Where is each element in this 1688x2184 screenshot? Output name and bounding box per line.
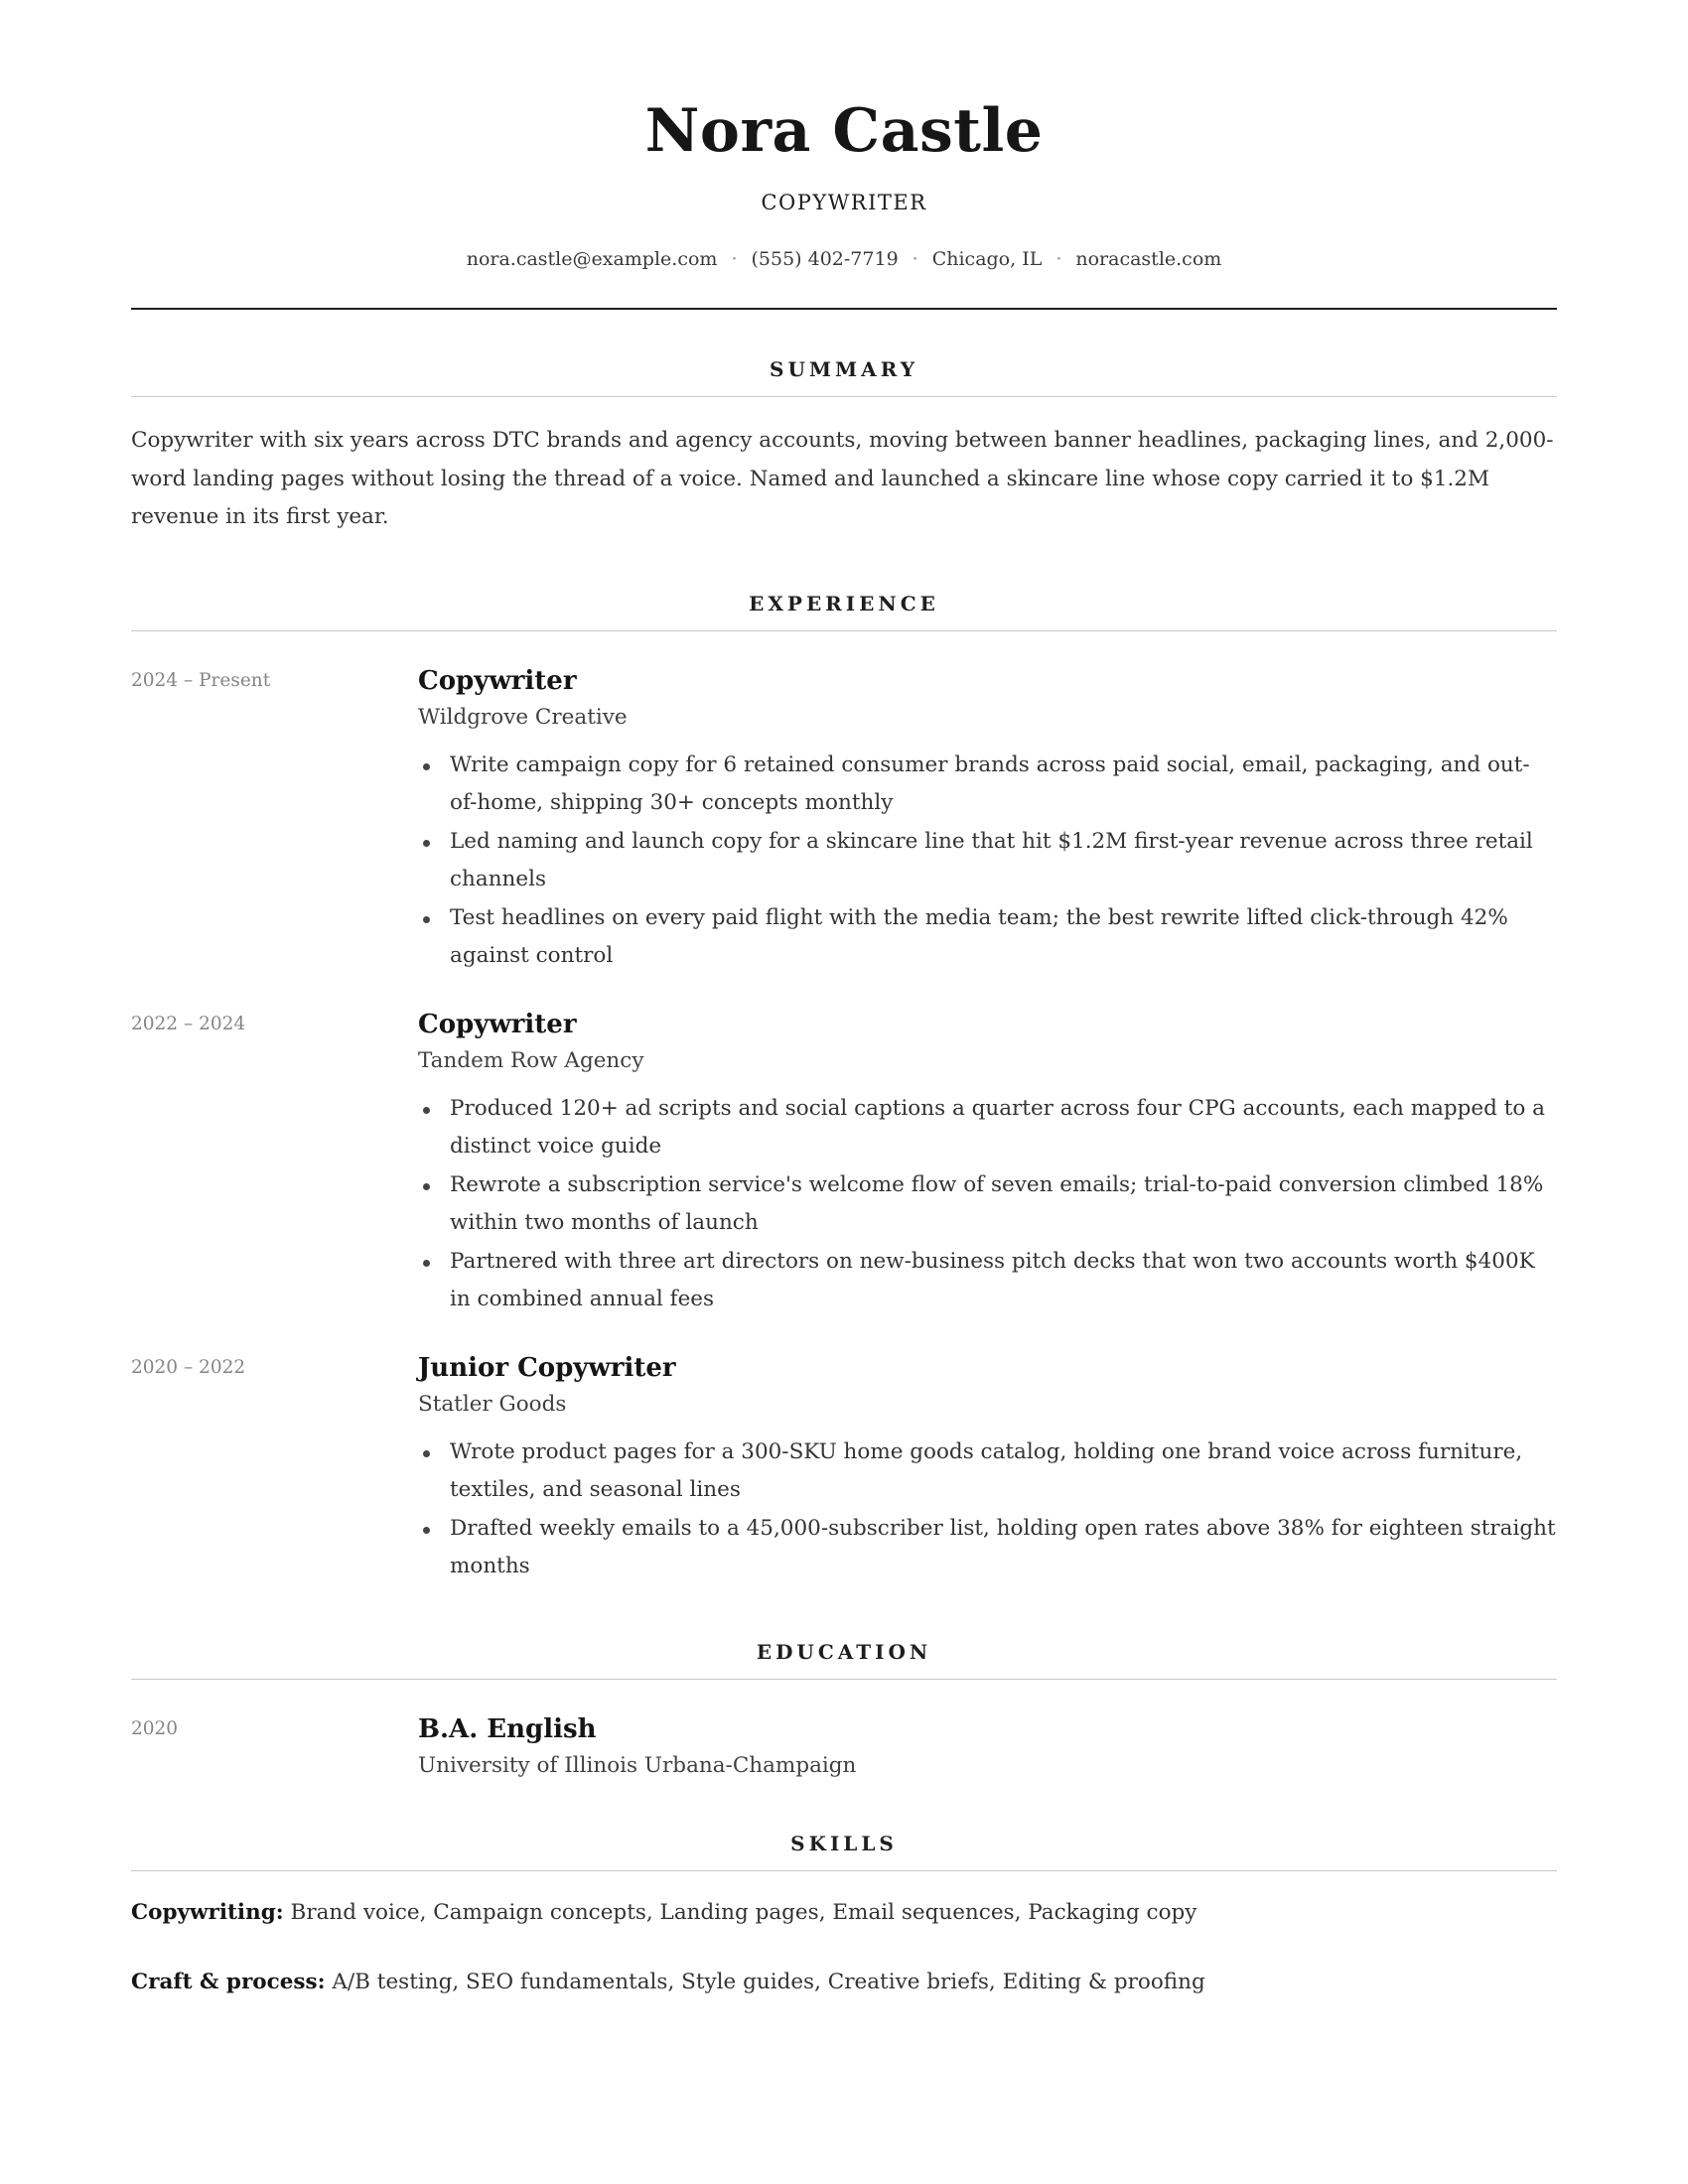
experience-entry [131,665,1557,976]
achievement-item: Rewrote a subscription service's welcome flow of seven emails; trial-to-paid conversion climbed 18% within two months of launch [418,1166,1557,1243]
achievement-list [418,1433,1557,1586]
skill-category: Craft & process: [131,1969,326,1994]
entry-body [418,665,1557,976]
experience-entry [131,1009,1557,1319]
contact-email[interactable]: nora.castle@example.com [466,248,718,270]
skill-group: Craft & process: A/B testing, SEO fundamentals, Style guides, Creative briefs, Editing & proofing [131,1969,1205,1994]
section-title-education: EDUCATION [756,1639,932,1664]
skill-item: Brand voice [290,1899,420,1925]
education-entry [131,1713,1557,1781]
skill-item: Email sequences [832,1899,1015,1925]
entry-dates: 2022 – 2024 [131,1013,246,1034]
job-title: Copywriter [418,665,577,696]
entry-body [418,1352,1557,1586]
entry-body [418,1009,1557,1319]
resume-header [131,0,1557,310]
entry-dates: 2020 – 2022 [131,1356,246,1378]
achievement-item: Test headlines on every paid flight with the media team; the best rewrite lifted click-through 42% against control [418,899,1557,976]
experience-entry [131,1352,1557,1586]
degree-title: B.A. English [418,1713,597,1744]
skill-item: A/B testing [332,1969,453,1994]
achievement-list [418,747,1557,976]
achievement-item: Produced 120+ ad scripts and social captions a quarter across four CPG accounts, each mapped to a distinct voice guide [418,1090,1557,1166]
contact-separator: · [731,248,738,270]
entry-dates: 2024 – Present [131,669,271,691]
job-title: Copywriter [418,1009,577,1039]
skill-item: Campaign concepts [433,1899,646,1925]
contact-separator: · [912,248,918,270]
section-divider [131,1679,1557,1680]
contact-website[interactable]: noracastle.com [1075,248,1222,270]
candidate-role: COPYWRITER [761,191,927,214]
skill-item: Landing pages [659,1899,819,1925]
section-title-skills: SKILLS [790,1831,898,1855]
skill-category: Copywriting: [131,1899,284,1925]
achievement-item: Led naming and launch copy for a skincare line that hit $1.2M first-year revenue across three retail channels [418,823,1557,899]
employer-name: Statler Goods [418,1391,567,1417]
achievement-item: Write campaign copy for 6 retained consumer brands across paid social, email, packaging, and out-of-home, shipping 30+ concepts monthly [418,747,1557,823]
skill-item: Editing & proofing [1002,1969,1205,1994]
employer-name: Tandem Row Agency [418,1047,644,1073]
summary-text: Copywriter with six years across DTC brands and agency accounts, moving between banner headlines, packaging lines, and 2,000-word landing pages without losing the thread of a voice. Named and launched a skincare line whose copy carried it to $1.2M revenue in its first year. [131,428,1554,529]
section-divider [131,1870,1557,1871]
summary-section [131,356,1557,537]
experience-section [131,591,1557,1586]
job-title: Junior Copywriter [418,1352,676,1383]
entry-body [418,1713,1557,1781]
contact-phone[interactable]: (555) 402-7719 [751,248,899,270]
section-title-experience: EXPERIENCE [749,591,939,615]
employer-name: Wildgrove Creative [418,704,628,730]
skills-section [131,1831,1557,1998]
candidate-name: Nora Castle [644,96,1044,166]
header-divider [131,308,1557,310]
school-name: University of Illinois Urbana-Champaign [418,1752,857,1778]
skill-item: SEO fundamentals [466,1969,668,1994]
achievement-item: Wrote product pages for a 300-SKU home goods catalog, holding one brand voice across furniture, textiles, and seasonal lines [418,1433,1557,1510]
contact-separator: · [1055,248,1062,270]
contact-line [131,246,1557,272]
contact-location: Chicago, IL [931,248,1043,270]
skill-item: Style guides [681,1969,815,1994]
achievement-item: Drafted weekly emails to a 45,000-subscriber list, holding open rates above 38% for eighteen straight months [418,1510,1557,1586]
education-section [131,1639,1557,1781]
skill-group: Copywriting: Brand voice, Campaign concepts, Landing pages, Email sequences, Packaging copy [131,1899,1197,1925]
section-divider [131,630,1557,631]
entry-dates: 2020 [131,1717,179,1739]
achievement-list [418,1090,1557,1319]
section-divider [131,396,1557,397]
section-title-summary: SUMMARY [770,357,918,381]
skill-item: Creative briefs [827,1969,989,1994]
skill-item: Packaging copy [1028,1899,1197,1925]
achievement-item: Partnered with three art directors on new-business pitch decks that won two accounts worth $400K in combined annual fees [418,1243,1557,1319]
